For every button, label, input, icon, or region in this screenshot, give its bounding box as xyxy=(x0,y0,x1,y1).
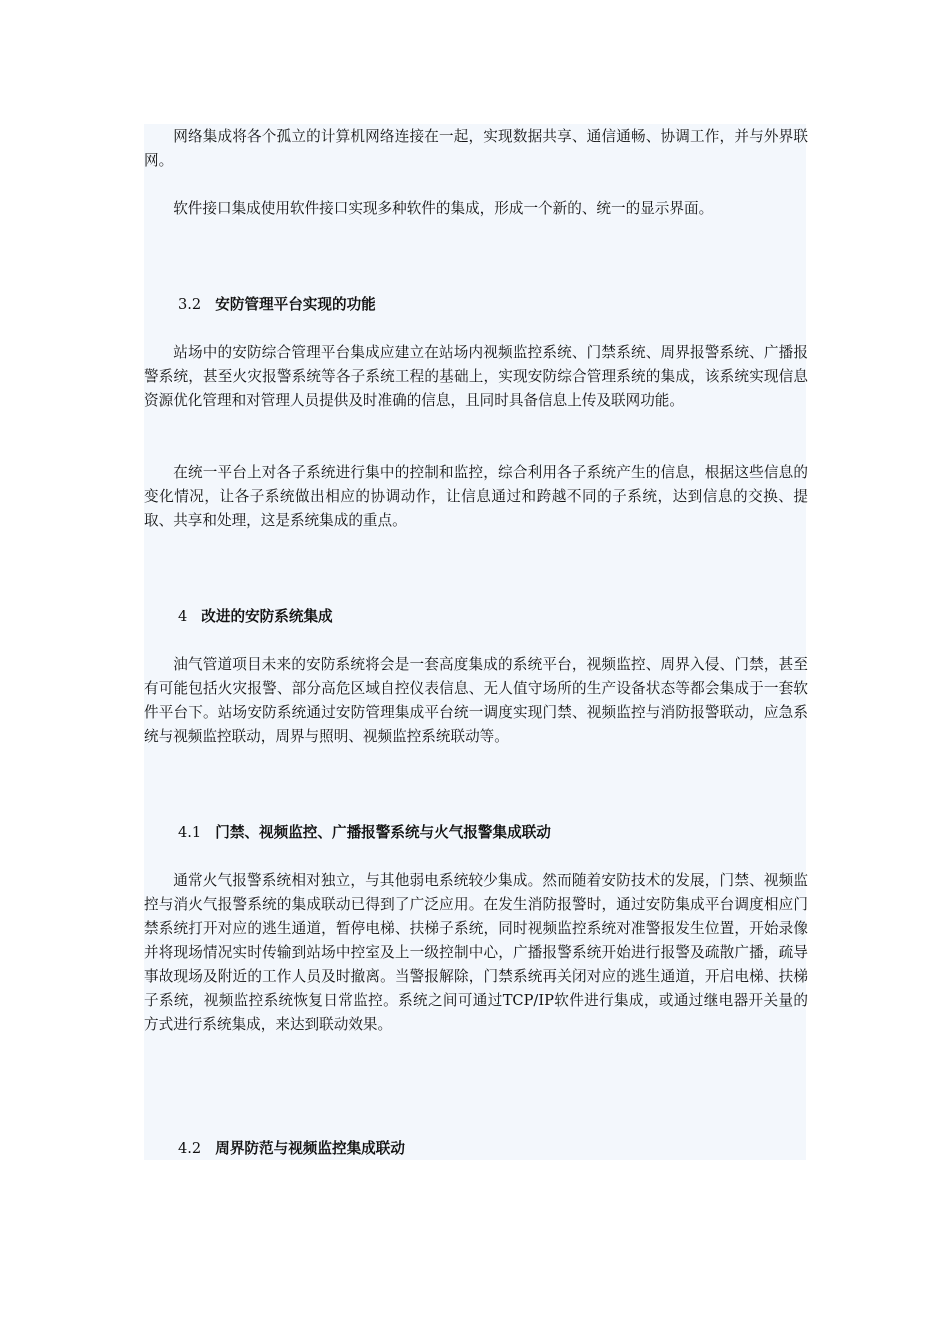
heading-3-2-number: 3.2 xyxy=(178,296,202,313)
heading-4 xyxy=(178,605,333,629)
heading-4-1 xyxy=(178,821,551,845)
heading-3-2-title: 安防管理平台实现的功能 xyxy=(215,296,376,313)
heading-4-1-number: 4.1 xyxy=(178,824,202,841)
paragraph-software-integration: 软件接口集成使用软件接口实现多种软件的集成，形成一个新的、统一的显示界面。 xyxy=(173,200,714,217)
heading-4-number: 4 xyxy=(178,608,188,625)
heading-4-2 xyxy=(178,1137,405,1161)
paragraph-fire-linkage: 通常火气报警系统相对独立，与其他弱电系统较少集成。然而随着安防技术的发展，门禁、视频监控与消火气报警系统的集成联动已得到了广泛应用。在发生消防报警时，通过安防集成平台调度相应门禁系统打开对应的逃生通道，暂停电梯、扶梯子系统，同时视频监控系统对准警报发生位置，开始录像并将现场情况实时传输到站场中控室及上一级控制中心，广播报警系统开始进行报警及疏散广播，疏导事故现场及附近的工作人员及时撤离。当警报解除，门禁系统再关闭对应的逃生通道，开启电梯、扶梯子系统，视频监控系统恢复日常监控。系统之间可通过TCP/IP软件进行集成，或通过继电器开关量的方式进行系统集成，来达到联动效果。 xyxy=(144,872,808,1033)
heading-4-1-title: 门禁、视频监控、广播报警系统与火气报警集成联动 xyxy=(215,824,551,841)
heading-3-2 xyxy=(178,293,376,317)
heading-4-2-title: 周界防范与视频监控集成联动 xyxy=(215,1140,405,1157)
heading-4-2-number: 4.2 xyxy=(178,1140,202,1157)
paragraph-unified-control: 在统一平台上对各子系统进行集中的控制和监控，综合利用各子系统产生的信息，根据这些信息的变化情况，让各子系统做出相应的协调动作，让信息通过和跨越不同的子系统，达到信息的交换、提取、共享和处理，这是系统集成的重点。 xyxy=(144,464,808,529)
paragraph-network-integration: 网络集成将各个孤立的计算机网络连接在一起，实现数据共享、通信通畅、协调工作，并与外界联网。 xyxy=(144,128,808,169)
paragraph-platform-basis: 站场中的安防综合管理平台集成应建立在站场内视频监控系统、门禁系统、周界报警系统、广播报警系统，甚至火灾报警系统等各子系统工程的基础上，实现安防综合管理系统的集成，该系统实现信息资源优化管理和对管理人员提供及时准确的信息，且同时具备信息上传及联网功能。 xyxy=(144,344,808,409)
heading-4-title: 改进的安防系统集成 xyxy=(201,608,333,625)
paragraph-future-system: 油气管道项目未来的安防系统将会是一套高度集成的系统平台，视频监控、周界入侵、门禁，甚至有可能包括火灾报警、部分高危区域自控仪表信息、无人值守场所的生产设备状态等都会集成于一套软件平台下。站场安防系统通过安防管理集成平台统一调度实现门禁、视频监控与消防报警联动，应急系统与视频监控联动，周界与照明、视频监控系统联动等。 xyxy=(144,656,808,745)
